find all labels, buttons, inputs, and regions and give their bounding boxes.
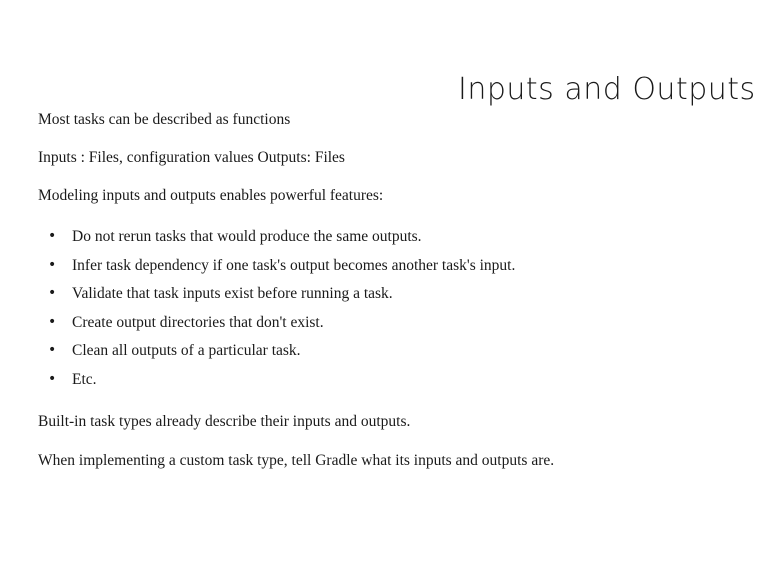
list-item-text: Validate that task inputs exist before running a task.	[72, 285, 393, 303]
list-item	[48, 283, 515, 312]
intro-text: Most tasks can be described as functions	[38, 111, 291, 128]
list-item	[48, 255, 515, 284]
list-item	[48, 369, 515, 398]
built-in-types-text: Built-in task types already describe their inputs and outputs.	[38, 413, 411, 430]
bullet-icon: •	[48, 370, 57, 387]
feature-list	[48, 226, 515, 398]
list-item-text: Clean all outputs of a particular task.	[72, 342, 301, 360]
list-item-text: Infer task dependency if one task's output becomes another task's input.	[72, 256, 516, 274]
inputs-outputs-text: Inputs : Files, configuration values Outputs: Files	[38, 149, 345, 166]
bullet-icon: •	[48, 228, 57, 244]
custom-task-text: When implementing a custom task type, tell Gradle what its inputs and outputs are.	[38, 452, 555, 469]
list-item-text: Do not rerun tasks that would produce the same outputs.	[72, 228, 422, 245]
bullet-icon: •	[48, 256, 57, 273]
features-intro-text: Modeling inputs and outputs enables powerful features:	[38, 187, 384, 204]
list-item	[48, 226, 515, 255]
bullet-icon: •	[48, 313, 57, 330]
list-item	[48, 312, 515, 341]
bullet-icon: •	[48, 285, 57, 302]
list-item-text: Create output directories that don't exist.	[72, 313, 324, 331]
list-item-text: Etc.	[72, 370, 97, 388]
list-item	[48, 340, 515, 369]
slide-title: Inputs and Outputs	[458, 72, 756, 107]
bullet-icon: •	[48, 342, 57, 359]
